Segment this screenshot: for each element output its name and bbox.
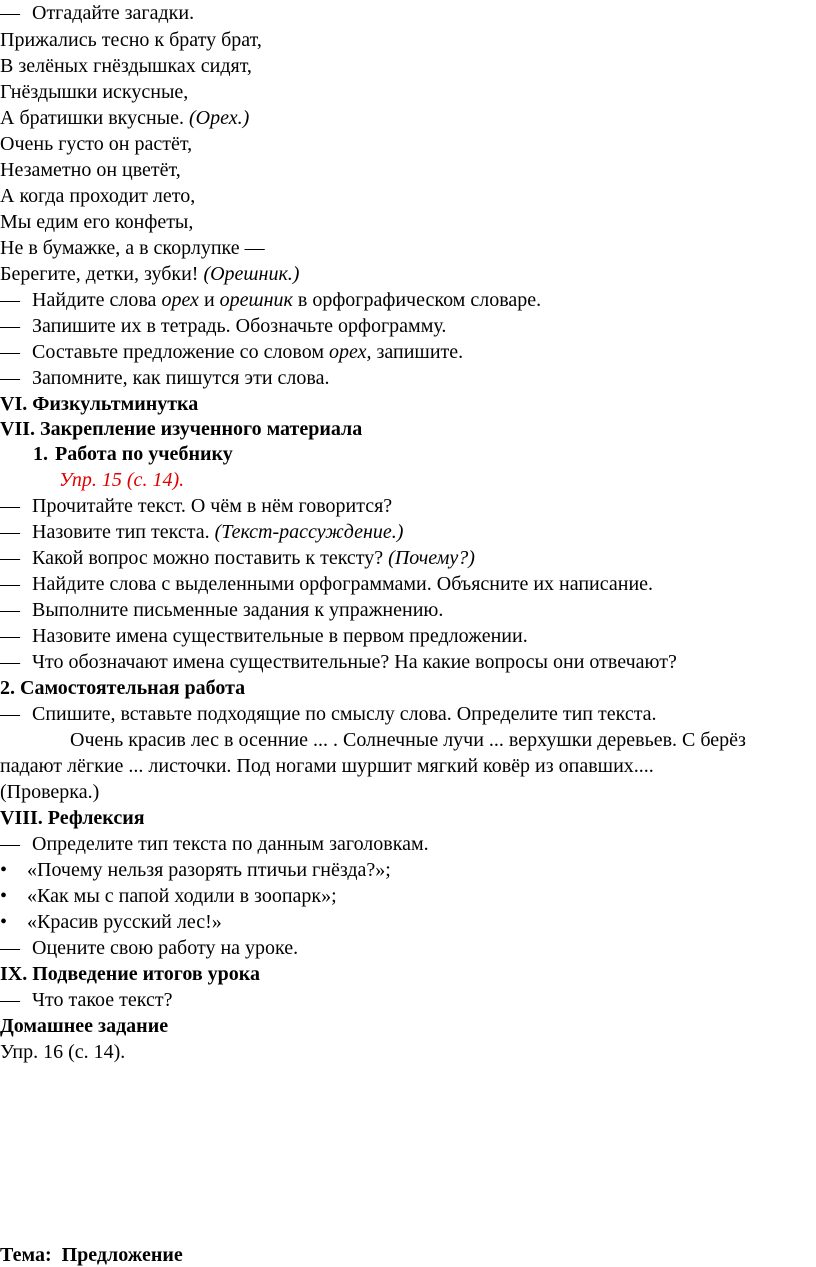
riddle-2-line-4: Мы едим его конфеты,: [0, 211, 194, 233]
independent-check: (Проверка.): [0, 781, 100, 803]
riddles-intro-line: — Отгадайте загадки.: [0, 2, 195, 24]
riddle-2-line-3: А когда проходит лето,: [0, 185, 196, 207]
reflection-title-1: • «Почему нельзя разорять птичьи гнёзда?»;: [0, 859, 391, 881]
exercise-reference: Упр. 15 (с. 14).: [59, 469, 185, 491]
riddle-1-line-3: Гнёздышки искусные,: [0, 81, 189, 103]
topic-heading: Тема: Предложение: [0, 1244, 183, 1266]
question-7: — Что обозначают имена существительные? На какие вопросы они отвечают?: [0, 651, 677, 673]
task-write-down: — Запишите их в тетрадь. Обозначьте орфограмму.: [0, 315, 447, 337]
task-make-sentence: — Составьте предложение со словом орех, запишите.: [0, 341, 464, 363]
reflection-title-3: • «Красив русский лес!»: [0, 911, 222, 933]
reflection-title-2: • «Как мы с папой ходили в зоопарк»;: [0, 885, 337, 907]
question-6: — Назовите имена существительные в первом предложении.: [0, 625, 528, 647]
task-remember: — Запомните, как пишутся эти слова.: [0, 367, 330, 389]
riddle-1-answer: (Орех.): [189, 107, 250, 129]
homework-heading: Домашнее задание: [0, 1015, 169, 1037]
question-4: — Найдите слова с выделенными орфограммами. Объясните их написание.: [0, 573, 654, 595]
section-heading-6: VI. Физкультминутка: [0, 393, 199, 415]
question-3: — Какой вопрос можно поставить к тексту? (Почему?): [0, 547, 475, 569]
riddle-2-line-5: Не в бумажке, а в скорлупке —: [0, 237, 265, 259]
riddle-1-line-4: А братишки вкусные. (Орех.): [0, 107, 250, 129]
riddle-2-line-2: Незаметно он цветёт,: [0, 159, 181, 181]
independent-text-line-2: падают лёгкие ... листочки. Под ногами шуршит мягкий ковёр из опавших....: [0, 755, 654, 777]
task-find-words: — Найдите слова орех и орешник в орфографическом словаре.: [0, 289, 542, 311]
homework-text: Упр. 16 (с. 14).: [0, 1041, 126, 1063]
riddle-2-answer: (Орешник.): [203, 263, 300, 285]
riddle-2-line-1: Очень густо он растёт,: [0, 133, 193, 155]
question-5: — Выполните письменные задания к упражнению.: [0, 599, 444, 621]
subsection-independent: 2. Самостоятельная работа: [0, 677, 246, 699]
section-heading-7: VII. Закрепление изученного материала: [0, 418, 363, 440]
section-heading-8: VIII. Рефлексия: [0, 807, 145, 829]
riddle-1-line-1: Прижались тесно к брату брат,: [0, 29, 262, 51]
question-2: — Назовите тип текста. (Текст-рассуждение.): [0, 521, 404, 543]
independent-task: — Спишите, вставьте подходящие по смыслу слова. Определите тип текста.: [0, 703, 657, 725]
riddle-2-line-6: Берегите, детки, зубки! (Орешник.): [0, 263, 300, 285]
reflection-task: — Определите тип текста по данным заголовкам.: [0, 833, 429, 855]
section-heading-9: IX. Подведение итогов урока: [0, 963, 260, 985]
subsection-textbook: 1. Работа по учебнику: [33, 443, 233, 465]
reflection-self-assessment: — Оцените свою работу на уроке.: [0, 937, 299, 959]
question-1: — Прочитайте текст. О чём в нём говорится?: [0, 495, 393, 517]
independent-text-line-1: Очень красив лес в осенние ... . Солнечные лучи ... верхушки деревьев. С берёз: [70, 729, 746, 751]
riddle-1-line-2: В зелёных гнёздышках сидят,: [0, 55, 252, 77]
summary-question: — Что такое текст?: [0, 989, 173, 1011]
